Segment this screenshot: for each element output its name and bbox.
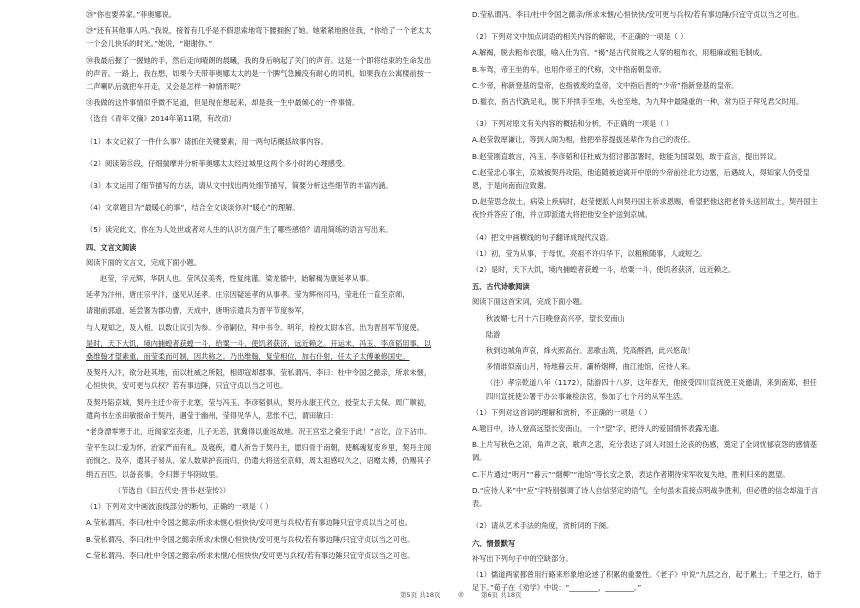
question-1: （1）本文记叙了一件什么事？请抓住关键要素，用一两句话概括故事内容。 <box>86 136 328 146</box>
classical-text-8: 莹平生以仁爱为怀，治家严而有礼。及寝疾，遣人祈告于契丹主，愿归骨于南朝，使羁魂复变乡里，契丹主闻而悯之。及卒，遣其子易从、家人数辈护丧而归，仍遣大将送至京师，周太祖感叹久之，诏赠太傅，仍赐其子绢五百匹，以备丧事，令归葬于华阴故里。 <box>86 443 432 479</box>
question-4-4: （4）把文中画横线的句子翻译成现代汉语。 <box>472 232 614 242</box>
option-d: D.莹私谓冯、李曰/杜中令国之懿亲/所求未惬/心恒快快/安可更与兵权/若有事边陲/只宜守贞以当之可也。 <box>472 10 804 19</box>
poem-instruction: 阅读下面这首宋词，完成下面小题。 <box>472 297 588 307</box>
q13-option-c: C.赵莹忠心事主，京城被契丹攻陷，他追随被迫离开中原的少帝前往北方边塞，后遇故人，得知家人仍受皇恩，于是向南而泣致谢。 <box>472 167 810 191</box>
classical-text-underlined: 是时，天下大饥，境内捕蝗者获蝗一斗，给粟一斗，使饥者获济，远近赖之。开运末，冯玉、李彦韬用事，以桑维翰才望素重，而莹柔而可制，因共称之。乃出维翰，复莹相位，加右仆射，任太子太傅兼修国史。 <box>86 338 432 362</box>
classical-text-5: 及契丹入汴，欲分赴其地，而以杜威之所阻，相即寇却郡事，莹私谓冯、李曰：杜中令国之懿亲，所求未惬，心恒快快，安可更与兵权？若有事边陲，只宜守贞以当之可也。 <box>86 368 432 391</box>
q12-option-d: D.褴衣，指古代跣足礼，脱下并拱手至地，头也至地，为九拜中最隆重的一种，常为臣子拜见君父时用。 <box>472 97 804 107</box>
option-c: C.莹私谓冯、李曰/杜中令国之懿亲/所求未惬/心恒快快/安可更与兵权/若有事边陲只宜守贞以当之可也。 <box>86 550 415 560</box>
left-page-number: 第5页 共18页 <box>400 591 441 599</box>
question-5-1: （1）下列对这首词的理解和赏析，不正确的一项是（ ） <box>472 407 652 417</box>
q21-option-d: D.“应待人来”中“应”字特别强调了诗人自信坚定的语气，全句虽未直接点明战争胜利，但必胜的信念却溢于言表。 <box>472 485 819 509</box>
q12-option-c: C.少帝，称新登基的皇帝，也指被废的皇帝，文中指后晋的“少帝”指新登基的皇帝。 <box>472 80 739 90</box>
section-heading-5: 五、古代诗歌阅读 <box>472 282 530 292</box>
option-b: B.莹私谓冯、李曰/杜中令国之懿亲所求/未惬心恒快快/安可更与兵权/若有事边陲/只宜守贞以当之可也。 <box>86 534 415 544</box>
poem-line-2: 多情谁似南山月，特地暮云开。灞桥烟柳，曲江池馆，应待人来。 <box>486 362 695 372</box>
question-4-3: （3）下列对原文有关内容的概括和分析，不正确的一项是（ ） <box>472 119 673 129</box>
option-a: A.莹私谓冯、李曰/杜中令国之懿亲/所求未惬心恒快快/安可更与兵权/若有事边陲只宜守贞以当之可也。 <box>86 518 412 528</box>
question-3: （3）本文运用了细节描写的方法，请从文中找出两处细节描写，简要分析这些细节的丰富内涵。 <box>86 181 393 191</box>
question-4-2: （2）下列对文中加点词语的相关内容的解说，不正确的一项是（ ） <box>472 32 688 42</box>
section-heading-6: 六、情景默写 <box>472 538 516 548</box>
paragraph-29: ㉙“还有其他事人吗。”我说，接着有几乎是不假思索地弯下腰拥抱了她。她紧紧地抱住我，“你给了一个老太太一个会儿快乐的时光。”她说，“谢谢你。” <box>86 26 432 49</box>
paragraph-31: ㉛我做的这件事情似乎微不足道，但是现在想起来，却是我一生中最倾心的一件事情。 <box>86 98 360 108</box>
question-4: （4）文章题目为“最暖心的事”，结合全文谈谈你对“暖心”的理解。 <box>86 203 300 213</box>
q21-option-b: B.上片写秋色之凉，角声之哀，歌声之悲，充分表达了词人对国土沦丧的伤感，奠定了全词忧郁哀怨的感情基调。 <box>472 440 818 463</box>
classical-text-3: 请谢前郭道，延尝署为郡功曹，天成中，唐明宗遣兵为晋平节度参军， <box>86 306 309 316</box>
right-column <box>472 8 822 597</box>
classical-text-4: 与人观知之，及入相，以数让议引为参。少帝嗣位，拜中书令。明年，检校太尉本官，出为晋昌军节度使。 <box>86 322 424 332</box>
q21-option-a: A.题目中，诗人登高远望长安南山，一个“望”字，把诗人的爱国情怀表露无遗。 <box>472 424 724 434</box>
paragraph-30: ㉚我最后握了一握她的手，然后走向晴朗的晨曦，我的身后响起了关门的声音。这是一个即将结束的生命发出的声音。一路上，我在想，如果今天带菲奥娜太太的是一个脾气急躁没有耐心的司机，如果我在公寓楼前按一二声喇叭后就把车开走，又会是怎样一种情形呢？ <box>86 55 432 92</box>
q13-option-b: B.赵莹刚直敢言，冯玉、李彦韬和任杜威为招讨都部署时，他能为国谋划，敢于直言，提出异议。 <box>472 151 782 161</box>
q13-option-d: D.赵莹思念故土，病染上疾病时，赵莹便派人向契丹国主祈求恩赐，希望把他这把老骨头送回故土，契丹国主夜怜并答应了他，并立即派遣大将把他安全护送到京城。 <box>472 197 818 220</box>
poem-line-1: 秋到边城角声哀，烽火照高台。悲歌击筑，凭高酹酒，此兴悠哉！ <box>486 346 695 356</box>
question-2: （2）阅读第⑮段，仔细揣摩并分析菲奥娜太太经过城里这两个多小时的心理感受。 <box>86 158 350 168</box>
citation: （节选自《旧五代史·晋书·赵莹传》） <box>114 485 230 495</box>
question-5: （5）读完此文，你在为人处世或者对人生的认识方面产生了哪些感悟？请用简练的语言写出来。 <box>86 225 393 235</box>
translate-sentence-1: （1）初，莹为从事，于母忧，亮祖不许归华下，以粗粮随事，人或短之。 <box>472 248 707 258</box>
section-heading-4: 四、文言文阅读 <box>86 242 137 252</box>
poem-note: （注）孝宗乾道八年（1172），陆游四十八岁，这年春天，他接受四川宣抚使王炎邀请，来到南郑，担任四川宣抚使公署干办公事兼检法官，参加了七个月的从军生活。 <box>486 378 817 401</box>
poem-title: 秋波媚·七月十六日晚登高兴亭，望长安南山 <box>486 313 625 323</box>
fill-instruction: 补写出下列句子中的空缺部分。 <box>472 553 573 563</box>
poem-author: 陆游 <box>486 329 501 339</box>
question-5-2: （2）请从艺术手法的角度，赏析词的下阕。 <box>472 521 614 531</box>
question-4-1: （1）下列对文中画波浪线部分的断句，正确的一项是（ ） <box>86 502 273 512</box>
q12-option-a: A.解褐，脱去粗布衣服，喻入仕为官。“褐”是古代贫贱之人穿的粗布衣，用粗麻或粗毛制成。 <box>472 48 767 58</box>
right-page-number: 第6页 共18页 <box>481 591 522 599</box>
classical-text-1: 赵莹，字元辉，华阴人也。莹风仪美秀，性复纯谨。梁龙德中，始解褐为康延孝从事。 <box>100 274 374 284</box>
classical-text-7: “老身漂零寒于北，近闻家室丧逝，儿子无恙，犹冀得以重返故地。况王宫室之叠至于此！”言讫，泣下沾巾。 <box>86 427 432 437</box>
left-column <box>86 8 436 565</box>
source-note: （选自《青年文摘》2014年第11期，有改动） <box>86 114 236 124</box>
q21-option-c: C.下片通过“明月”“暮云”“烟柳”“池馆”等长安之景，表达作者期待宋军收复失地，胜利归来的愿望。 <box>472 469 790 479</box>
classical-text-2: 延孝为汴州，唐庄宗平汴，遂见从延孝。庄宗因疑延孝的从事孝。莹为辉州司马，莹赴任一直至京师， <box>86 290 410 300</box>
binding-hole-icon: ◎ <box>458 590 464 598</box>
q12-option-b: B.车驾，帝王坐的车，也用作帝王的代称，文中指南朝皇帝。 <box>472 64 667 74</box>
fill-question-1: （1）儒道两家都曾用行路来形象地论述了积累的重要性。《老子》中说“九层之台，起于累土；千里之行，始于足下。”荀子在《劝学》中说：“________，________。” <box>472 569 822 593</box>
classical-text-6: 及契丹陷京城，契丹主迁少帝于北塞，莹与冯玉、李彦韬俱从，契丹永康王代立，授莹太子太保。周广顺初，遣尚书左丞田敏报命于契丹，遇莹于幽州，莹得见华人，悲怅不已，谓田敏曰： <box>86 397 432 420</box>
q13-option-a: A.赵莹敦厚谦让，等到入阁为相，他把举荐提拔延辈作为自己的责任。 <box>472 135 695 145</box>
translate-sentence-2: （2）是时，天下大饥，境内捕蝗者获蝗一斗，给粟一斗，使饥者获济，远近赖之。 <box>472 265 736 275</box>
reading-instruction: 阅读下面的文言文，完成下面小题。 <box>86 257 202 267</box>
paragraph-28: ㉘“你也要养家。”菲奥娜说。 <box>86 10 177 19</box>
